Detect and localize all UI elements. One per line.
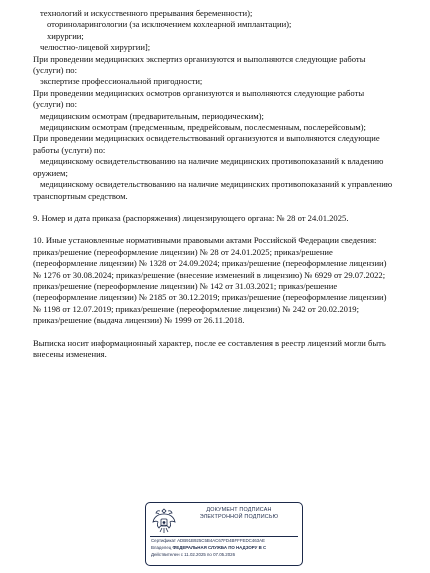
document-line: оружием;	[33, 167, 68, 178]
stamp-owner-value: ФЕДЕРАЛЬНАЯ СЛУЖБА ПО НАДЗОРУ В С	[172, 544, 267, 550]
document-line: медицинским осмотрам (предсменным, предрейсовым, послесменным, послерейсовым);	[40, 122, 366, 133]
stamp-details	[151, 538, 301, 558]
document-line: транспортным средством.	[33, 190, 128, 201]
paragraph-gap	[33, 224, 403, 235]
document-line: экспертизе профессиональной пригодности;	[40, 76, 203, 87]
stamp-validity: Действителен с 11.02.2025 по 07.05.2026	[151, 551, 236, 557]
document-line: (услуги) по:	[33, 99, 77, 110]
coat-of-arms-icon	[151, 507, 177, 535]
document-line: При проведении медицинских освидетельствований организуются и выполняются следующие	[33, 133, 380, 144]
stamp-cert-label: Сертификат	[151, 538, 176, 543]
stamp-title-line1: ДОКУМЕНТ ПОДПИСАН	[206, 507, 272, 513]
document-body	[33, 8, 403, 360]
document-line: 9. Номер и дата приказа (распоряжения) лицензирующего органа: № 28 от 24.01.2025.	[33, 212, 349, 223]
document-line: 10. Иные установленные нормативными правовыми актами Российской Федерации сведения:	[33, 235, 377, 246]
document-line: Выписка носит информационный характер, после ее составления в реестр лицензий могли быть	[33, 337, 386, 348]
paragraph-gap	[33, 327, 403, 338]
document-line: внесены изменения.	[33, 348, 107, 359]
document-line: медицинскому освидетельствованию на наличие медицинских противопоказаний к владению	[40, 156, 384, 167]
document-line: оториноларингологии (за исключением кохлеарной имплантации);	[47, 19, 292, 30]
paragraph-gap	[33, 202, 403, 213]
document-line: хирургии;	[47, 30, 84, 41]
document-line: приказ/решение (выдача лицензии) № 1999 от 26.11.2018.	[33, 315, 245, 326]
document-line: При проведении медицинских осмотров организуются и выполняются следующие работы	[33, 87, 365, 98]
document-line: приказ/решение (переоформление лицензии) № 142 от 31.03.2021; приказ/решение	[33, 280, 338, 291]
electronic-signature-stamp	[145, 502, 303, 566]
document-line: технологий и искусственного прерывания беременности);	[40, 8, 253, 18]
document-line: медицинскому освидетельствованию на наличие медицинских противопоказаний к управлению	[40, 179, 393, 190]
stamp-divider	[150, 536, 298, 537]
document-line: медицинским осмотрам (предварительным, периодическим);	[40, 110, 264, 121]
document-line: При проведении медицинских экспертиз организуются и выполняются следующие работы	[33, 53, 366, 64]
document-line: (услуги) по:	[33, 65, 77, 76]
stamp-owner-label: Владелец	[151, 544, 172, 550]
stamp-title-line2: ЭЛЕКТРОННОЙ ПОДПИСЬЮ	[199, 514, 279, 520]
document-line: № 1276 от 30.08.2024; приказ/решение (внесение изменений в лицензию) № 6929 от 29.07.2022;	[33, 269, 386, 280]
document-line: № 1198 от 12.07.2019; приказ/решение (переоформление лицензии) № 242 от 20.02.2019;	[33, 303, 359, 314]
stamp-owner-row	[151, 545, 301, 552]
document-line: челюстно-лицевой хирургии];	[40, 42, 151, 53]
document-line: (переоформление лицензии) № 1328 от 24.09.2024; приказ/решение (переоформление лицензии)	[33, 258, 387, 269]
stamp-title	[180, 507, 298, 521]
document-line: (переоформление лицензии) № 2185 от 30.12.2019; приказ/решение (переоформление лицензии)	[33, 292, 387, 303]
document-line: работы (услуги) по:	[33, 144, 106, 155]
document-line: приказ/решение (переоформление лицензии) № 28 от 24.01.2025; приказ/решение	[33, 246, 333, 257]
stamp-cert-row	[151, 538, 301, 545]
stamp-cert-value: ADB91B925C5B4AC67FD4BFFFEDC463AE	[177, 538, 265, 543]
